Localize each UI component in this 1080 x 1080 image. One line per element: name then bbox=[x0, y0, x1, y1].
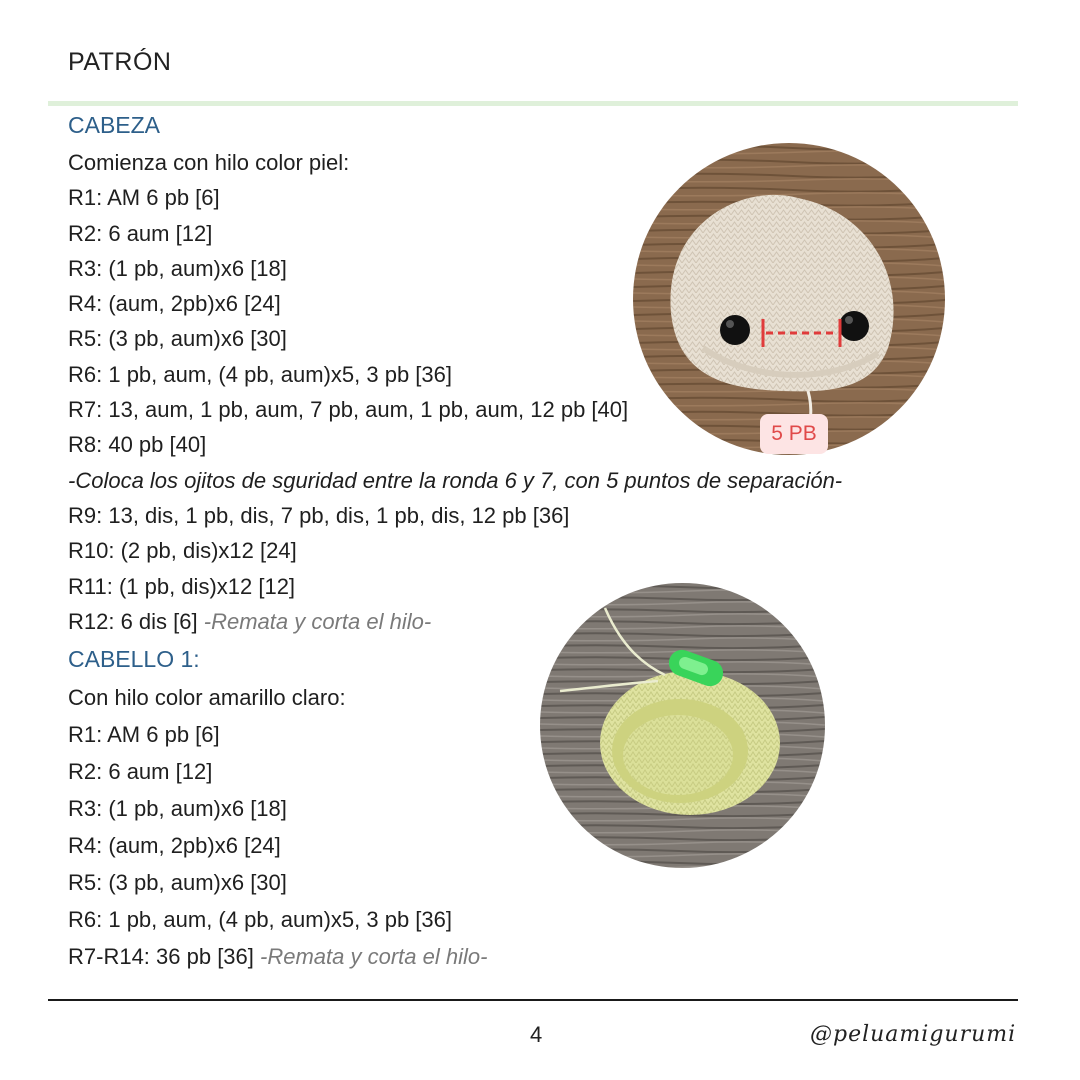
pattern-row: R1: AM 6 pb [6] bbox=[68, 185, 220, 211]
pattern-row: R1: AM 6 pb [6] bbox=[68, 722, 220, 747]
pattern-row: R3: (1 pb, aum)x6 [18] bbox=[68, 255, 287, 281]
pattern-row: R4: (aum, 2pb)x6 [24] bbox=[68, 833, 281, 858]
author-handle: @peluamigurumi bbox=[810, 1022, 1017, 1047]
pattern-row: R5: (3 pb, aum)x6 [30] bbox=[68, 326, 287, 352]
stitch-count-label: 5 PB bbox=[760, 414, 828, 454]
instruction-intro: Comienza con hilo color piel: bbox=[68, 150, 350, 175]
pattern-row-text: R12: 6 dis [6] bbox=[68, 608, 198, 634]
finish-note: -Remata y corta el hilo- bbox=[203, 608, 432, 634]
crochet-head-illustration bbox=[633, 143, 945, 455]
pattern-row: R8: 40 pb [40] bbox=[68, 432, 207, 458]
pattern-row bbox=[68, 938, 487, 975]
section-title-cabello: CABELLO 1: bbox=[68, 646, 200, 672]
finish-note: -Remata y corta el hilo- bbox=[260, 944, 488, 969]
pattern-row: R6: 1 pb, aum, (4 pb, aum)x5, 3 pb [36] bbox=[68, 907, 452, 932]
pattern-row: R5: (3 pb, aum)x6 [30] bbox=[68, 870, 287, 895]
section-title-cabeza: CABEZA bbox=[68, 112, 161, 138]
pattern-row: R3: (1 pb, aum)x6 [18] bbox=[68, 796, 287, 821]
pattern-row: R2: 6 aum [12] bbox=[68, 220, 213, 246]
eyes-placement-note: -Coloca los ojitos de sguridad entre la ronda 6 y 7, con 5 puntos de separación- bbox=[68, 467, 843, 493]
pattern-row: R7: 13, aum, 1 pb, aum, 7 pb, aum, 1 pb, aum, 12 pb [40] bbox=[68, 397, 629, 423]
hair-photo bbox=[540, 583, 825, 868]
pattern-row: R11: (1 pb, dis)x12 [12] bbox=[68, 573, 296, 599]
pattern-row-text: R7-R14: 36 pb [36] bbox=[68, 944, 254, 969]
pattern-row: R4: (aum, 2pb)x6 [24] bbox=[68, 291, 281, 317]
pattern-row: R9: 13, dis, 1 pb, dis, 7 pb, dis, 1 pb, dis, 12 pb [36] bbox=[68, 502, 570, 528]
page-title: PATRÓN bbox=[68, 48, 172, 76]
section-cabello bbox=[68, 644, 487, 975]
pattern-row: R6: 1 pb, aum, (4 pb, aum)x5, 3 pb [36] bbox=[68, 361, 452, 387]
page-number: 4 bbox=[530, 1022, 543, 1047]
footer-divider bbox=[48, 999, 1018, 1001]
pattern-row: R10: (2 pb, dis)x12 [24] bbox=[68, 538, 297, 564]
instruction-intro: Con hilo color amarillo claro: bbox=[68, 685, 346, 710]
crochet-hair-cap-illustration bbox=[540, 583, 825, 868]
header-divider bbox=[48, 101, 1018, 106]
pattern-row: R2: 6 aum [12] bbox=[68, 759, 213, 784]
head-photo bbox=[633, 143, 945, 455]
